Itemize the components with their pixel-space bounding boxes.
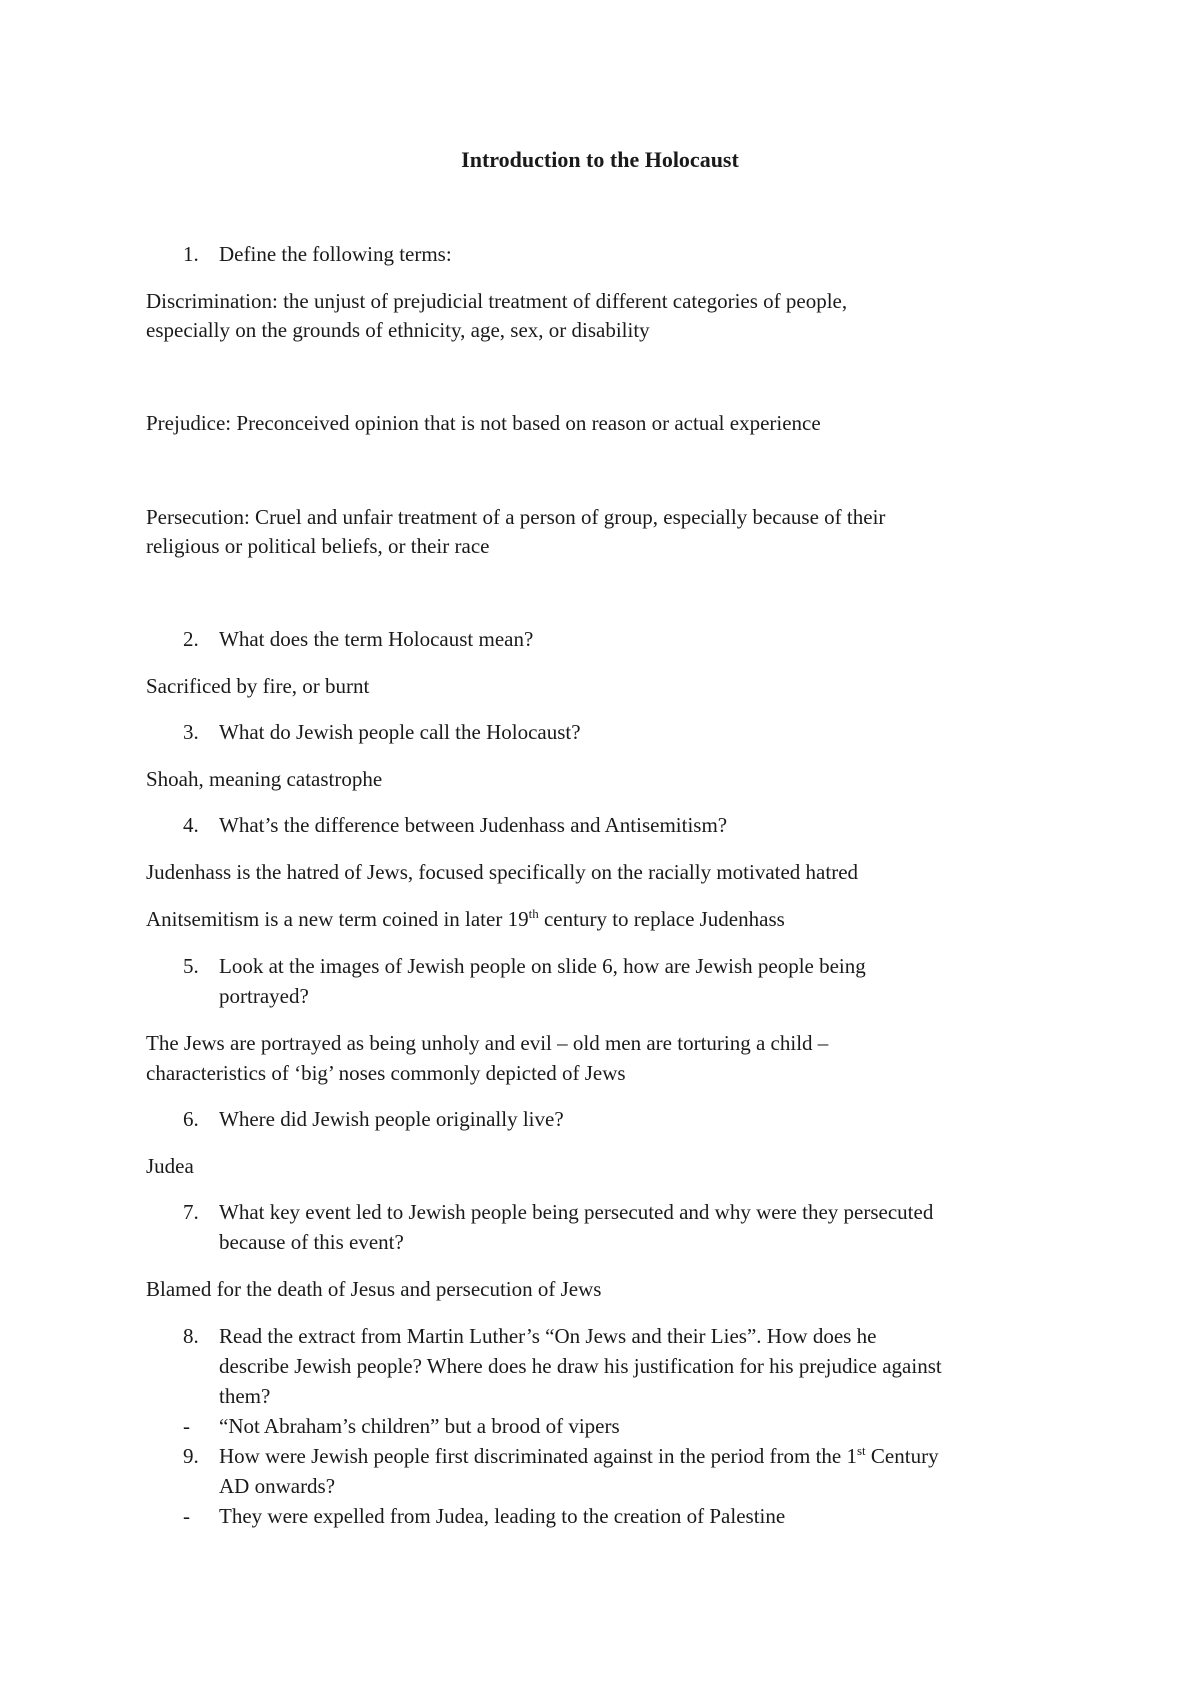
- question-9-text-line-1: [219, 1441, 1099, 1471]
- question-5-text-line-2: portrayed?: [219, 984, 309, 1008]
- question-6-number: 6.: [183, 1107, 199, 1131]
- q4-answer-text: Anitsemitism is a new term coined in later 19: [146, 907, 529, 931]
- question-4-text: What’s the difference between Judenhass and Antisemitism?: [219, 813, 728, 837]
- persecution-definition-line-1: Persecution: Cruel and unfair treatment of a person of group, especially because of their: [146, 505, 886, 529]
- question-6-text: Where did Jewish people originally live?: [219, 1107, 564, 1131]
- question-7-text-line-1: What key event led to Jewish people being persecuted and why were they persecuted: [219, 1200, 934, 1224]
- question-9-answer-dash: -: [183, 1504, 190, 1528]
- question-3-number: 3.: [183, 720, 199, 744]
- page-title: Introduction to the Holocaust: [461, 147, 739, 172]
- q4-ordinal-suffix: th: [528, 906, 539, 921]
- question-7-number: 7.: [183, 1200, 199, 1224]
- question-5-answer-line-2: characteristics of ‘big’ noses commonly depicted of Jews: [146, 1061, 626, 1085]
- prejudice-definition: Prejudice: Preconceived opinion that is not based on reason or actual experience: [146, 411, 821, 435]
- question-7-text-line-2: because of this event?: [219, 1230, 404, 1254]
- q4-answer-text-end: century to replace Judenhass: [538, 907, 785, 931]
- discrimination-definition-line-2: especially on the grounds of ethnicity, age, sex, or disability: [146, 318, 650, 342]
- question-1-text: Define the following terms:: [219, 242, 452, 266]
- question-5-number: 5.: [183, 954, 199, 978]
- question-9-answer: They were expelled from Judea, leading to the creation of Palestine: [219, 1504, 786, 1528]
- question-4-number: 4.: [183, 813, 199, 837]
- q9-text: How were Jewish people first discriminated against in the period from the 1: [219, 1444, 857, 1468]
- question-3-text: What do Jewish people call the Holocaust?: [219, 720, 581, 744]
- q9-ordinal-suffix: st: [857, 1443, 866, 1458]
- question-2-text: What does the term Holocaust mean?: [219, 627, 534, 651]
- question-8-text-line-3: them?: [219, 1384, 271, 1408]
- question-4-answer-line-1: Judenhass is the hatred of Jews, focused specifically on the racially motivated hatred: [146, 860, 859, 884]
- question-2-number: 2.: [183, 627, 199, 651]
- question-6-answer: Judea: [146, 1154, 194, 1178]
- question-8-text-line-2: describe Jewish people? Where does he draw his justification for his prejudice against: [219, 1354, 942, 1378]
- question-5-answer-line-1: The Jews are portrayed as being unholy and evil – old men are torturing a child –: [146, 1031, 829, 1055]
- question-5-text-line-1: Look at the images of Jewish people on slide 6, how are Jewish people being: [219, 954, 866, 978]
- question-9-number: 9.: [183, 1444, 199, 1468]
- question-4-answer-line-2: [146, 904, 1086, 934]
- question-8-text-line-1: Read the extract from Martin Luther’s “On Jews and their Lies”. How does he: [219, 1324, 877, 1348]
- q9-text-end: Century: [865, 1444, 939, 1468]
- question-3-answer: Shoah, meaning catastrophe: [146, 767, 383, 791]
- question-1-number: 1.: [183, 242, 199, 266]
- persecution-definition-line-2: religious or political beliefs, or their race: [146, 534, 490, 558]
- question-9-text-line-2: AD onwards?: [219, 1474, 336, 1498]
- discrimination-definition-line-1: Discrimination: the unjust of prejudicial treatment of different categories of people,: [146, 289, 848, 313]
- question-8-answer-dash: -: [183, 1414, 190, 1438]
- question-2-answer: Sacrificed by fire, or burnt: [146, 674, 370, 698]
- question-7-answer: Blamed for the death of Jesus and persecution of Jews: [146, 1277, 602, 1301]
- question-8-answer: “Not Abraham’s children” but a brood of vipers: [219, 1414, 620, 1438]
- question-8-number: 8.: [183, 1324, 199, 1348]
